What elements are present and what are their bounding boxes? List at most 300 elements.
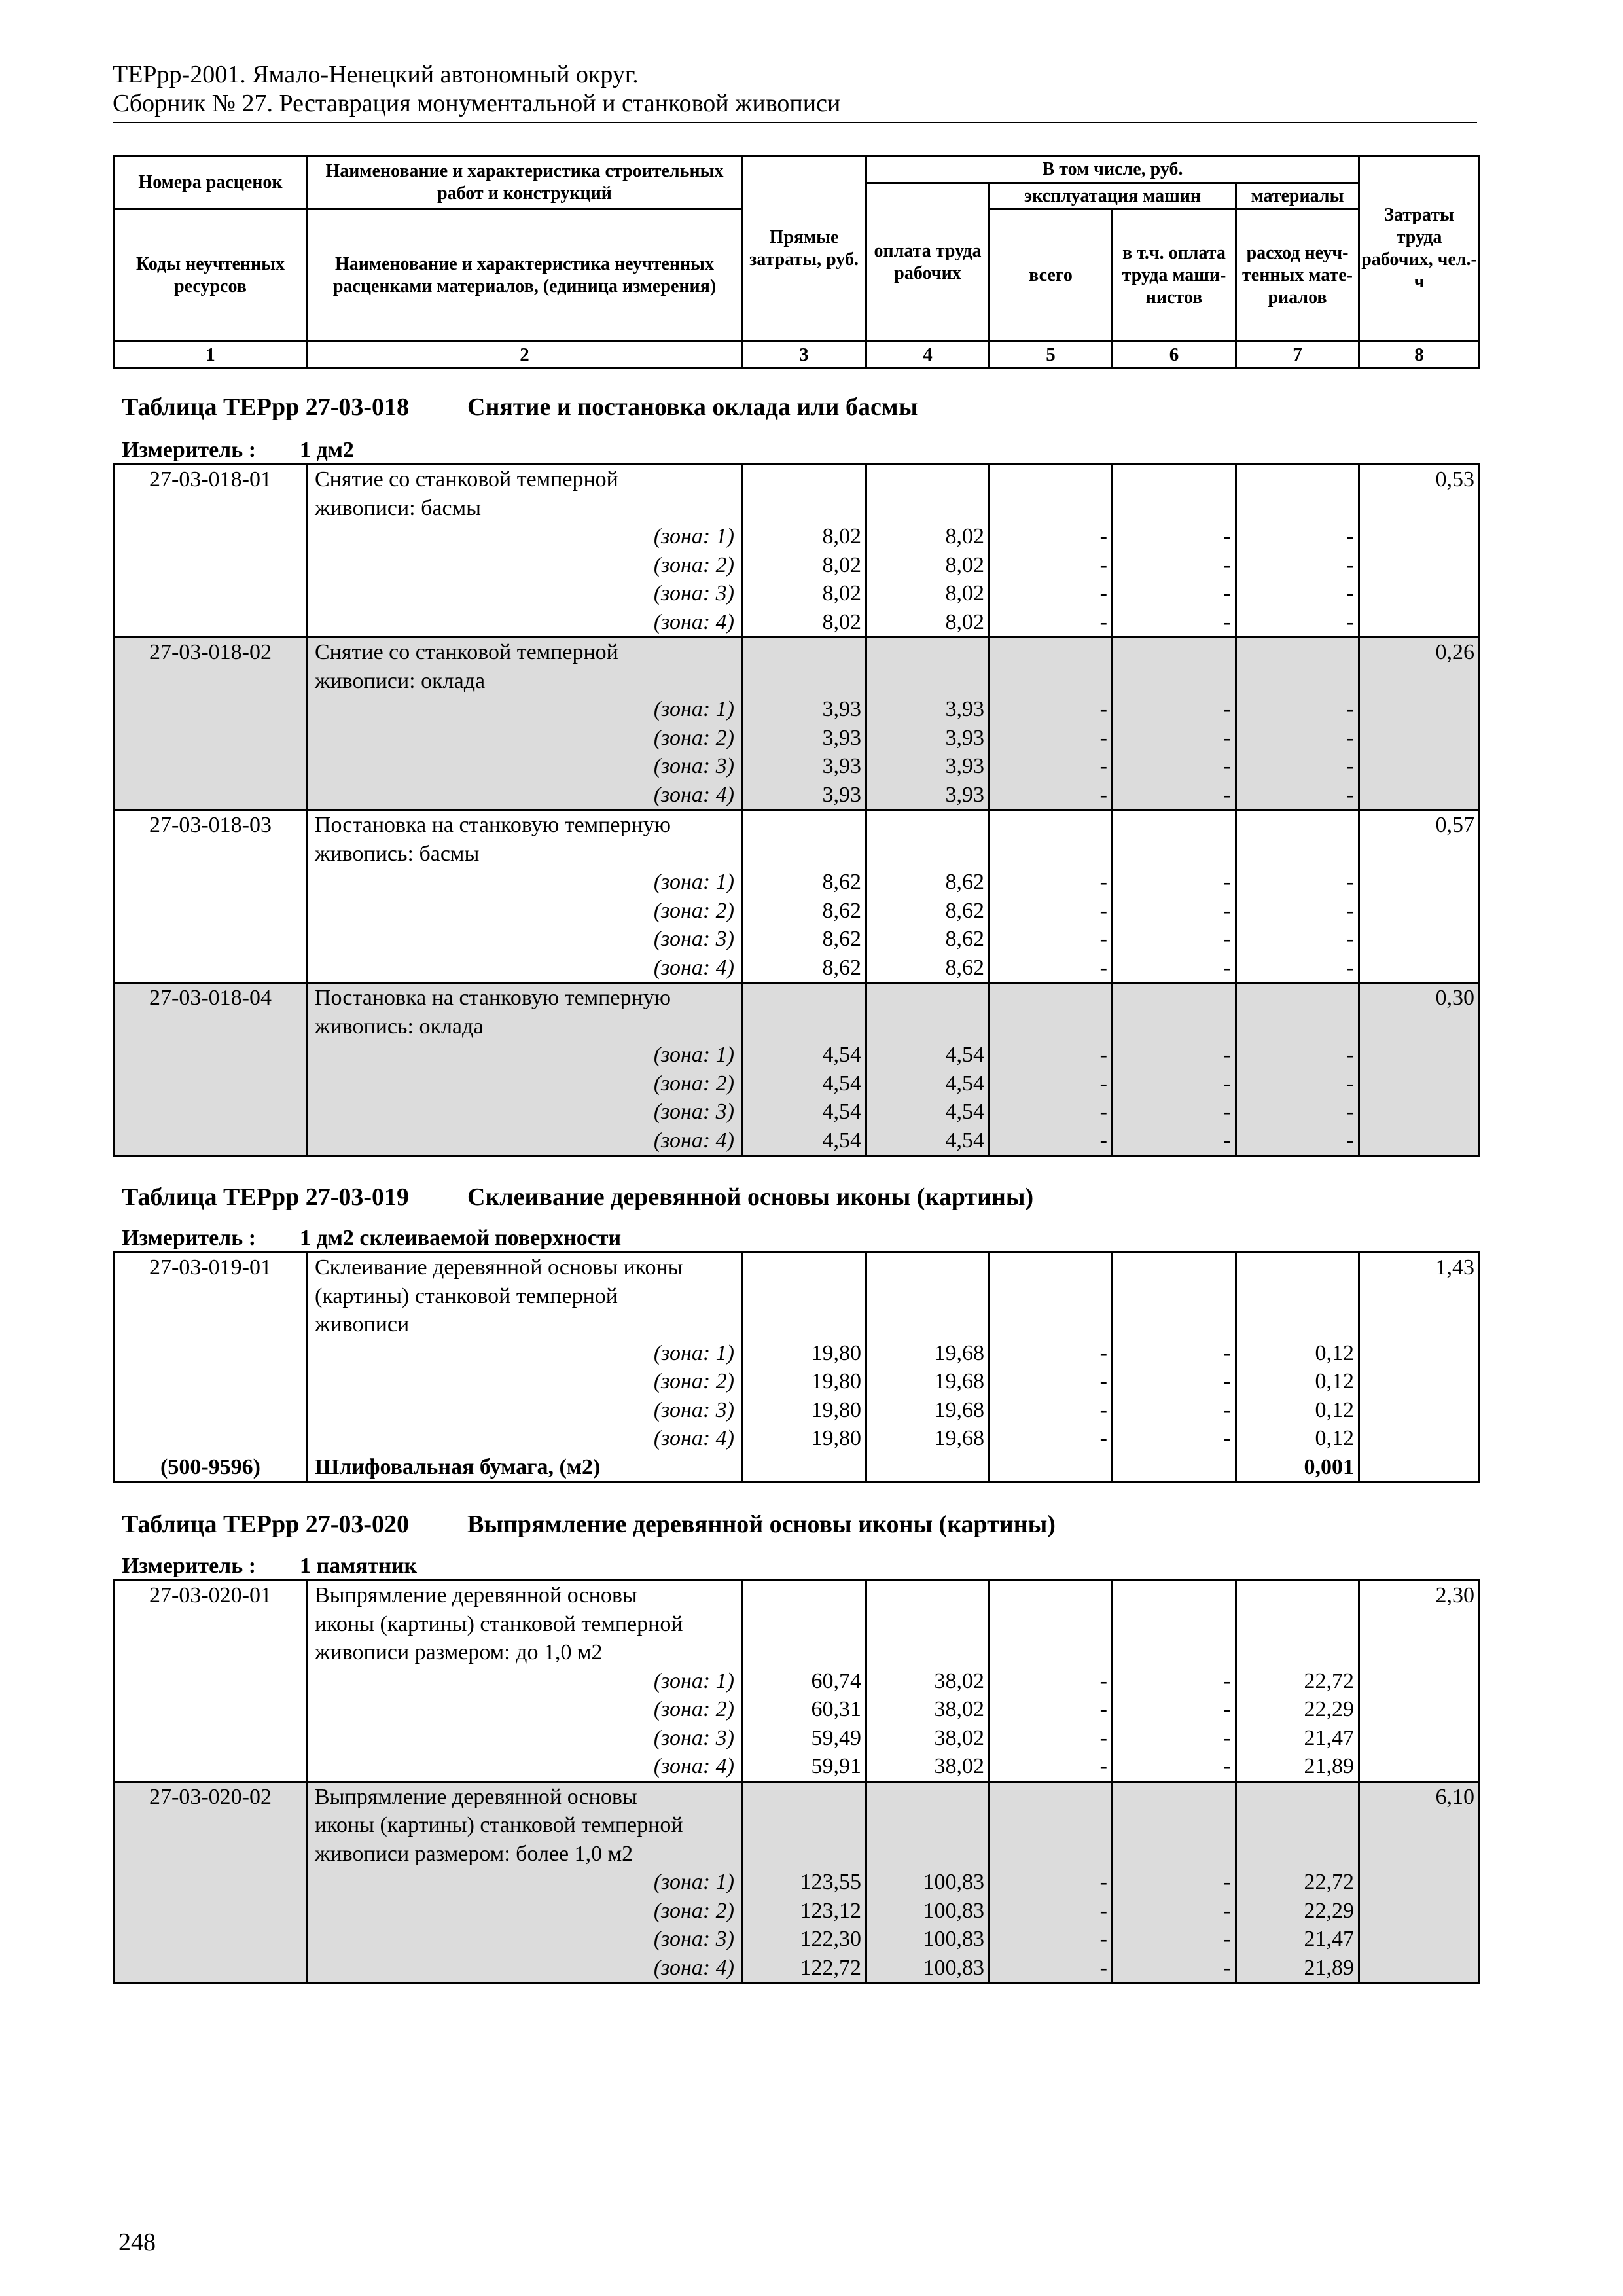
material-value: -	[1346, 1128, 1354, 1153]
worker-pay-value: 100,83	[923, 1870, 984, 1894]
value-cell	[742, 1253, 866, 1453]
machinist-pay-value: -	[1223, 898, 1231, 923]
material-value: 21,89	[1304, 1955, 1354, 1980]
header-machines: эксплуатация машин	[990, 183, 1236, 209]
machinist-pay-value: -	[1223, 1697, 1231, 1721]
worker-pay-value: 8,62	[945, 898, 984, 923]
material-value: -	[1346, 927, 1354, 951]
resource-code: (500-9596)	[160, 1454, 260, 1479]
machinist-pay-value: -	[1223, 552, 1231, 577]
rate-name-line: Постановка на станковую темперную	[315, 986, 671, 1010]
machine-total-value: -	[1099, 1043, 1107, 1067]
measure-value: 1 дм2	[300, 438, 354, 462]
resource-name-cell	[308, 1453, 742, 1482]
resource-value: 0,001	[1304, 1454, 1354, 1479]
worker-pay-value: 8,02	[945, 552, 984, 577]
machinist-pay-value: -	[1223, 1870, 1231, 1894]
labor-cell	[1359, 983, 1480, 1156]
zone-label: (зона: 4)	[653, 955, 734, 980]
zone-label: (зона: 2)	[653, 898, 734, 923]
direct-cost-value: 123,12	[800, 1898, 861, 1923]
labor-value: 0,53	[1435, 467, 1474, 492]
direct-cost-value: 60,74	[811, 1668, 861, 1693]
machine-total-value: -	[1099, 524, 1107, 548]
worker-pay-value: 100,83	[923, 1955, 984, 1980]
value-cell	[866, 637, 990, 810]
worker-pay-value: 4,54	[945, 1071, 984, 1096]
machine-total-value: -	[1099, 898, 1107, 923]
machine-total-value: -	[1099, 1697, 1107, 1721]
machinist-pay-value: -	[1223, 1955, 1231, 1980]
direct-cost-value: 8,02	[822, 552, 861, 577]
machine-total-value: -	[1099, 1725, 1107, 1750]
rate-code: 27-03-018-03	[149, 813, 272, 837]
running-head	[113, 60, 1477, 123]
rate-code-cell	[114, 810, 308, 983]
col-number: 2	[308, 342, 742, 368]
material-value: 22,72	[1304, 1668, 1354, 1693]
material-value: -	[1346, 782, 1354, 807]
value-cell	[1113, 983, 1236, 1156]
value-cell	[1236, 983, 1359, 1156]
worker-pay-value: 8,02	[945, 581, 984, 605]
material-value: 22,29	[1304, 1697, 1354, 1721]
section-title	[122, 393, 918, 422]
machinist-pay-value: -	[1223, 1754, 1231, 1778]
machine-total-value: -	[1099, 609, 1107, 634]
material-value: -	[1346, 697, 1354, 721]
machinist-pay-value: -	[1223, 754, 1231, 778]
material-value: 21,47	[1304, 1725, 1354, 1750]
worker-pay-value: 19,68	[934, 1397, 984, 1422]
direct-cost-value: 19,80	[811, 1340, 861, 1365]
machine-total-value: -	[1099, 1128, 1107, 1153]
zone-label: (зона: 2)	[653, 1369, 734, 1393]
header-consumption: расход неуч- тенных мате- риалов	[1236, 209, 1359, 342]
measure-label: Измеритель :	[122, 1554, 257, 1578]
worker-pay-value: 3,93	[945, 725, 984, 750]
rate-code-cell	[114, 1581, 308, 1782]
rate-row	[114, 1581, 1480, 1782]
section-name: Склеивание деревянной основы иконы (картины)	[467, 1183, 1034, 1211]
labor-value: 0,57	[1435, 813, 1474, 837]
direct-cost-value: 60,31	[811, 1697, 861, 1721]
direct-cost-value: 8,62	[822, 870, 861, 894]
rate-code: 27-03-018-01	[149, 467, 272, 492]
header-materials: материалы	[1236, 183, 1359, 209]
header-name-top: Наименование и характеристика строительных работ и конструкций	[308, 156, 742, 209]
value-cell	[990, 1782, 1113, 1983]
col-number: 3	[742, 342, 866, 368]
machine-total-value: -	[1099, 782, 1107, 807]
machine-total-value: -	[1099, 552, 1107, 577]
worker-pay-value: 4,54	[945, 1128, 984, 1153]
zone-label: (зона: 1)	[653, 1668, 734, 1693]
rate-name-line: иконы (картины) станковой темперной	[315, 1813, 683, 1837]
rate-code: 27-03-018-04	[149, 986, 272, 1010]
zone-label: (зона: 1)	[653, 1340, 734, 1365]
rates-table	[113, 1579, 1480, 1984]
page-number: 248	[118, 2229, 156, 2256]
rate-name-cell	[308, 465, 742, 637]
resource-name: Шлифовальная бумага, (м2)	[315, 1454, 601, 1479]
value-cell	[1113, 1782, 1236, 1983]
machine-total-value: -	[1099, 1754, 1107, 1778]
rate-code-cell	[114, 983, 308, 1156]
machine-total-value: -	[1099, 955, 1107, 980]
direct-cost-value: 3,93	[822, 782, 861, 807]
zone-label: (зона: 1)	[653, 1043, 734, 1067]
worker-pay-value: 8,02	[945, 524, 984, 548]
value-cell	[990, 983, 1113, 1156]
col-number: 7	[1236, 342, 1359, 368]
worker-pay-value: 19,68	[934, 1426, 984, 1450]
direct-cost-value: 122,30	[800, 1927, 861, 1951]
machine-total-value: -	[1099, 1397, 1107, 1422]
zone-label: (зона: 1)	[653, 870, 734, 894]
empty-cell	[742, 1453, 866, 1482]
machinist-pay-value: -	[1223, 581, 1231, 605]
machinist-pay-value: -	[1223, 782, 1231, 807]
material-value: -	[1346, 898, 1354, 923]
material-value: 0,12	[1315, 1369, 1354, 1393]
rate-name-cell	[308, 810, 742, 983]
resource-code-cell	[114, 1453, 308, 1482]
measure-line	[122, 437, 354, 463]
worker-pay-value: 100,83	[923, 1927, 984, 1951]
labor-value: 0,26	[1435, 640, 1474, 664]
machine-total-value: -	[1099, 1898, 1107, 1923]
material-value: -	[1346, 1100, 1354, 1124]
rate-code-cell	[114, 1782, 308, 1983]
material-value: 21,89	[1304, 1754, 1354, 1778]
measure-value: 1 дм2 склеиваемой поверхности	[300, 1226, 622, 1250]
worker-pay-value: 19,68	[934, 1369, 984, 1393]
material-value: -	[1346, 725, 1354, 750]
value-cell	[866, 1581, 990, 1782]
machine-total-value: -	[1099, 1340, 1107, 1365]
machinist-pay-value: -	[1223, 870, 1231, 894]
direct-cost-value: 123,55	[800, 1870, 861, 1894]
machinist-pay-value: -	[1223, 1927, 1231, 1951]
rate-name-line: Снятие со станковой темперной	[315, 467, 618, 492]
header-resource-codes: Коды неучтенных ресурсов	[114, 209, 308, 342]
running-head-line2: Сборник № 27. Реставрация монументальной и станковой живописи	[113, 90, 841, 117]
rate-name-line: живопись: оклада	[315, 1014, 484, 1039]
labor-value: 0,30	[1435, 986, 1474, 1010]
material-value: -	[1346, 581, 1354, 605]
worker-pay-value: 3,93	[945, 754, 984, 778]
rate-row	[114, 1782, 1480, 1983]
rate-name-line: Постановка на станковую темперную	[315, 813, 671, 837]
value-cell	[1113, 810, 1236, 983]
machinist-pay-value: -	[1223, 1369, 1231, 1393]
value-cell	[1113, 1253, 1236, 1453]
machinist-pay-value: -	[1223, 697, 1231, 721]
machine-total-value: -	[1099, 1927, 1107, 1951]
machine-total-value: -	[1099, 1955, 1107, 1980]
measure-line	[122, 1553, 417, 1579]
value-cell	[866, 465, 990, 637]
value-cell	[742, 1581, 866, 1782]
machinist-pay-value: -	[1223, 955, 1231, 980]
rate-name-line: иконы (картины) станковой темперной	[315, 1611, 683, 1636]
machine-total-value: -	[1099, 1668, 1107, 1693]
col-number: 6	[1113, 342, 1236, 368]
machine-total-value: -	[1099, 1071, 1107, 1096]
rate-name-line: (картины) станковой темперной	[315, 1283, 618, 1308]
rate-name-line: живописи размером: более 1,0 м2	[315, 1841, 633, 1866]
zone-label: (зона: 4)	[653, 1426, 734, 1450]
worker-pay-value: 100,83	[923, 1898, 984, 1923]
rate-name-line: живописи: басмы	[315, 495, 481, 520]
value-cell	[1113, 637, 1236, 810]
machinist-pay-value: -	[1223, 1898, 1231, 1923]
measure-label: Измеритель :	[122, 1226, 257, 1250]
material-value: -	[1346, 754, 1354, 778]
labor-cell	[1359, 465, 1480, 637]
value-cell	[1236, 810, 1359, 983]
zone-label: (зона: 3)	[653, 927, 734, 951]
value-cell	[990, 637, 1113, 810]
machinist-pay-value: -	[1223, 1100, 1231, 1124]
value-cell	[866, 810, 990, 983]
section-name: Выпрямление деревянной основы иконы (картины)	[467, 1511, 1056, 1538]
header-including: В том числе, руб.	[866, 156, 1359, 183]
rates-table	[113, 1251, 1480, 1483]
zone-label: (зона: 3)	[653, 1725, 734, 1750]
zone-label: (зона: 4)	[653, 1128, 734, 1153]
worker-pay-value: 8,62	[945, 955, 984, 980]
machine-total-value: -	[1099, 754, 1107, 778]
machinist-pay-value: -	[1223, 1071, 1231, 1096]
rate-code: 27-03-019-01	[149, 1255, 272, 1280]
measure-line	[122, 1225, 621, 1251]
section-code: Таблица ТЕРрр 27-03-019	[122, 1183, 410, 1211]
machine-total-value: -	[1099, 725, 1107, 750]
direct-cost-value: 3,93	[822, 754, 861, 778]
zone-label: (зона: 4)	[653, 1754, 734, 1778]
direct-cost-value: 4,54	[822, 1071, 861, 1096]
rate-name-cell	[308, 637, 742, 810]
machinist-pay-value: -	[1223, 1668, 1231, 1693]
rates-table	[113, 463, 1480, 1157]
value-cell	[866, 1782, 990, 1983]
col-number: 8	[1359, 342, 1480, 368]
value-cell	[1113, 465, 1236, 637]
direct-cost-value: 122,72	[800, 1955, 861, 1980]
empty-cell	[990, 1453, 1113, 1482]
rate-name-cell	[308, 1253, 742, 1453]
machine-total-value: -	[1099, 1100, 1107, 1124]
machine-total-value: -	[1099, 697, 1107, 721]
section-title	[122, 1510, 1056, 1539]
direct-cost-value: 19,80	[811, 1397, 861, 1422]
zone-label: (зона: 3)	[653, 1100, 734, 1124]
direct-cost-value: 8,62	[822, 927, 861, 951]
machine-total-value: -	[1099, 581, 1107, 605]
labor-value: 6,10	[1435, 1784, 1474, 1809]
material-value: -	[1346, 955, 1354, 980]
machinist-pay-value: -	[1223, 1397, 1231, 1422]
material-value: -	[1346, 609, 1354, 634]
value-cell	[1236, 465, 1359, 637]
empty-cell	[1359, 1453, 1480, 1482]
header-labor-costs: Затраты труда рабочих, чел.-ч	[1359, 156, 1480, 342]
col-number: 4	[866, 342, 990, 368]
zone-label: (зона: 3)	[653, 1397, 734, 1422]
material-value: -	[1346, 552, 1354, 577]
rate-code-cell	[114, 465, 308, 637]
labor-cell	[1359, 810, 1480, 983]
rate-name-line: Снятие со станковой темперной	[315, 640, 618, 664]
worker-pay-value: 8,62	[945, 927, 984, 951]
header-incl-pay: в т.ч. оплата труда маши- нистов	[1113, 209, 1236, 342]
material-value: 0,12	[1315, 1340, 1354, 1365]
worker-pay-value: 19,68	[934, 1340, 984, 1365]
rate-row	[114, 983, 1480, 1156]
rate-row	[114, 810, 1480, 983]
machinist-pay-value: -	[1223, 927, 1231, 951]
header-direct-costs: Прямые затраты, руб.	[742, 156, 866, 342]
section-title	[122, 1183, 1033, 1211]
zone-label: (зона: 3)	[653, 754, 734, 778]
direct-cost-value: 19,80	[811, 1426, 861, 1450]
rate-name-cell	[308, 1581, 742, 1782]
worker-pay-value: 3,93	[945, 782, 984, 807]
col-number: 1	[114, 342, 308, 368]
zone-label: (зона: 2)	[653, 552, 734, 577]
header-nomera: Номера расценок	[114, 156, 308, 209]
rate-name-line: Выпрямление деревянной основы	[315, 1583, 637, 1607]
machinist-pay-value: -	[1223, 1340, 1231, 1365]
running-head-line1: ТЕРрр-2001. Ямало-Ненецкий автономный округ.	[113, 61, 639, 88]
direct-cost-value: 8,02	[822, 609, 861, 634]
labor-cell	[1359, 1253, 1480, 1453]
value-cell	[742, 810, 866, 983]
direct-cost-value: 8,02	[822, 524, 861, 548]
value-cell	[742, 1782, 866, 1983]
rate-code-cell	[114, 1253, 308, 1453]
header-total: всего	[990, 209, 1113, 342]
measure-label: Измеритель :	[122, 438, 257, 462]
value-cell	[990, 810, 1113, 983]
machinist-pay-value: -	[1223, 725, 1231, 750]
machine-total-value: -	[1099, 870, 1107, 894]
zone-label: (зона: 2)	[653, 1697, 734, 1721]
rate-code: 27-03-020-01	[149, 1583, 272, 1607]
value-cell	[742, 637, 866, 810]
machinist-pay-value: -	[1223, 1725, 1231, 1750]
resource-value-cell	[1236, 1453, 1359, 1482]
direct-cost-value: 3,93	[822, 697, 861, 721]
zone-label: (зона: 3)	[653, 581, 734, 605]
zone-label: (зона: 2)	[653, 1071, 734, 1096]
material-value: -	[1346, 1071, 1354, 1096]
value-cell	[990, 1581, 1113, 1782]
machinist-pay-value: -	[1223, 609, 1231, 634]
rate-code: 27-03-018-02	[149, 640, 272, 664]
material-value: 0,12	[1315, 1397, 1354, 1422]
empty-cell	[866, 1453, 990, 1482]
direct-cost-value: 3,93	[822, 725, 861, 750]
direct-cost-value: 8,62	[822, 898, 861, 923]
resource-row	[114, 1453, 1480, 1482]
zone-label: (зона: 1)	[653, 524, 734, 548]
worker-pay-value: 38,02	[934, 1754, 984, 1778]
value-cell	[990, 465, 1113, 637]
rate-name-cell	[308, 1782, 742, 1983]
labor-value: 2,30	[1435, 1583, 1474, 1607]
worker-pay-value: 4,54	[945, 1100, 984, 1124]
rate-name-line: живописи: оклада	[315, 668, 486, 693]
rate-row	[114, 465, 1480, 637]
material-value: -	[1346, 524, 1354, 548]
direct-cost-value: 8,02	[822, 581, 861, 605]
zone-label: (зона: 1)	[653, 697, 734, 721]
machine-total-value: -	[1099, 927, 1107, 951]
value-cell	[1236, 1581, 1359, 1782]
zone-label: (зона: 4)	[653, 1955, 734, 1980]
direct-cost-value: 4,54	[822, 1043, 861, 1067]
empty-cell	[1113, 1453, 1236, 1482]
zone-label: (зона: 1)	[653, 1870, 734, 1894]
material-value: -	[1346, 870, 1354, 894]
machinist-pay-value: -	[1223, 524, 1231, 548]
value-cell	[990, 1253, 1113, 1453]
labor-cell	[1359, 637, 1480, 810]
direct-cost-value: 4,54	[822, 1128, 861, 1153]
direct-cost-value: 4,54	[822, 1100, 861, 1124]
material-value: 21,47	[1304, 1927, 1354, 1951]
value-cell	[742, 465, 866, 637]
zone-label: (зона: 4)	[653, 782, 734, 807]
direct-cost-value: 59,49	[811, 1725, 861, 1750]
col-number: 5	[990, 342, 1113, 368]
zone-label: (зона: 4)	[653, 609, 734, 634]
direct-cost-value: 8,62	[822, 955, 861, 980]
material-value: 22,72	[1304, 1870, 1354, 1894]
worker-pay-value: 3,93	[945, 697, 984, 721]
machine-total-value: -	[1099, 1426, 1107, 1450]
rate-code: 27-03-020-02	[149, 1784, 272, 1809]
rate-row	[114, 637, 1480, 810]
material-value: -	[1346, 1043, 1354, 1067]
worker-pay-value: 38,02	[934, 1697, 984, 1721]
zone-label: (зона: 2)	[653, 725, 734, 750]
value-cell	[866, 1253, 990, 1453]
header-pay: оплата труда рабочих	[866, 183, 990, 342]
labor-value: 1,43	[1435, 1255, 1474, 1280]
rate-name-line: живопись: басмы	[315, 841, 480, 866]
rate-name-line: Склеивание деревянной основы иконы	[315, 1255, 683, 1280]
rate-code-cell	[114, 637, 308, 810]
section-code: Таблица ТЕРрр 27-03-018	[122, 393, 410, 421]
machine-total-value: -	[1099, 1870, 1107, 1894]
worker-pay-value: 4,54	[945, 1043, 984, 1067]
value-cell	[1236, 1253, 1359, 1453]
worker-pay-value: 8,62	[945, 870, 984, 894]
value-cell	[1236, 637, 1359, 810]
header-name-bottom: Наименование и характеристика неучтенных расценками материалов, (единица измерения)	[308, 209, 742, 342]
section-name: Снятие и постановка оклада или басмы	[467, 393, 918, 421]
value-cell	[1236, 1782, 1359, 1983]
value-cell	[866, 983, 990, 1156]
rate-name-line: Выпрямление деревянной основы	[315, 1784, 637, 1809]
labor-cell	[1359, 1782, 1480, 1983]
direct-cost-value: 19,80	[811, 1369, 861, 1393]
machine-total-value: -	[1099, 1369, 1107, 1393]
